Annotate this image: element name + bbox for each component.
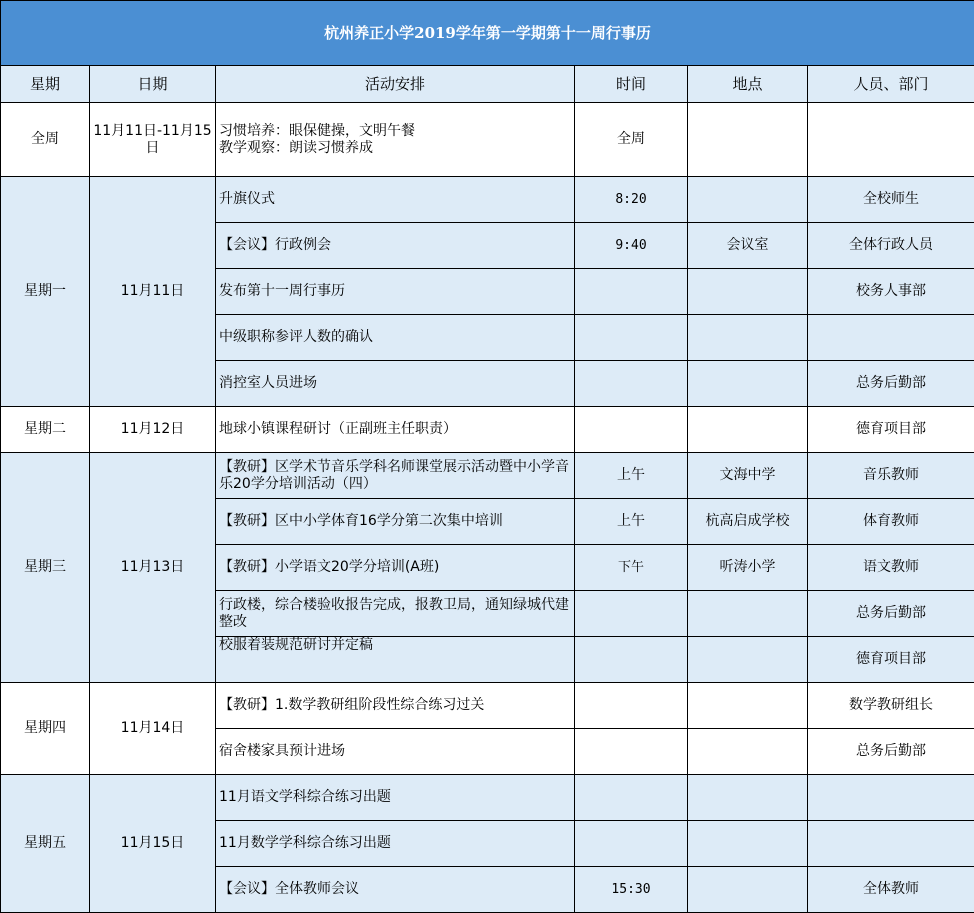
activity-cell: 消控室人员进场 (216, 361, 575, 407)
header-place: 地点 (688, 66, 808, 103)
people-cell: 全体教师 (808, 867, 974, 913)
time-cell: 下午 (575, 545, 688, 591)
place-cell: 会议室 (688, 223, 808, 269)
place-cell (688, 269, 808, 315)
activity-cell: 【会议】全体教师会议 (216, 867, 575, 913)
activity-cell: 中级职称参评人数的确认 (216, 315, 575, 361)
people-cell: 体育教师 (808, 499, 974, 545)
people-cell (808, 775, 974, 821)
place-cell: 听涛小学 (688, 545, 808, 591)
people-cell (808, 821, 974, 867)
date-cell: 11月11日 (90, 177, 216, 407)
people-cell: 总务后勤部 (808, 729, 974, 775)
activity-cell: 地球小镇课程研讨（正副班主任职责） (216, 407, 575, 453)
place-cell (688, 103, 808, 177)
place-cell (688, 775, 808, 821)
activity-cell: 【会议】行政例会 (216, 223, 575, 269)
time-cell (575, 821, 688, 867)
people-cell: 总务后勤部 (808, 361, 974, 407)
table-row (1, 453, 974, 499)
activity-line: 教学观察：朗读习惯养成 (219, 140, 571, 157)
people-cell: 数学教研组长 (808, 683, 974, 729)
people-cell: 德育项目部 (808, 407, 974, 453)
activity-cell: 宿舍楼家具预计进场 (216, 729, 575, 775)
people-cell: 音乐教师 (808, 453, 974, 499)
place-cell (688, 821, 808, 867)
weekday-cell: 星期五 (1, 775, 90, 913)
place-cell (688, 177, 808, 223)
activity-cell (216, 103, 575, 177)
time-cell (575, 269, 688, 315)
activity-cell: 校服着装规范研讨并定稿 (216, 637, 575, 683)
activity-cell: 发布第十一周行事历 (216, 269, 575, 315)
time-cell (575, 683, 688, 729)
people-cell: 校务人事部 (808, 269, 974, 315)
activity-cell: 11月数学学科综合练习出题 (216, 821, 575, 867)
title-row (1, 1, 974, 66)
people-cell: 德育项目部 (808, 637, 974, 683)
header-weekday: 星期 (1, 66, 90, 103)
place-cell: 杭高启成学校 (688, 499, 808, 545)
table-row (1, 177, 974, 223)
people-cell (808, 103, 974, 177)
date-cell: 11月14日 (90, 683, 216, 775)
people-cell (808, 315, 974, 361)
time-cell: 全周 (575, 103, 688, 177)
place-cell (688, 729, 808, 775)
time-cell (575, 407, 688, 453)
place-cell (688, 637, 808, 683)
people-cell: 语文教师 (808, 545, 974, 591)
header-date: 日期 (90, 66, 216, 103)
weekday-cell: 星期四 (1, 683, 90, 775)
activity-cell: 行政楼，综合楼验收报告完成，报教卫局，通知绿城代建整改 (216, 591, 575, 637)
header-row (1, 66, 974, 103)
date-cell: 11月15日 (90, 775, 216, 913)
header-time: 时间 (575, 66, 688, 103)
time-cell: 上午 (575, 499, 688, 545)
activity-cell: 【教研】区中小学体育16学分第二次集中培训 (216, 499, 575, 545)
schedule-title: 杭州养正小学2019学年第一学期第十一周行事历 (1, 1, 974, 66)
weekday-cell: 全周 (1, 103, 90, 177)
time-cell: 8:20 (575, 177, 688, 223)
time-cell (575, 775, 688, 821)
place-cell (688, 361, 808, 407)
table-row (1, 775, 974, 821)
place-cell (688, 867, 808, 913)
time-cell: 9:40 (575, 223, 688, 269)
time-cell: 上午 (575, 453, 688, 499)
date-cell: 11月12日 (90, 407, 216, 453)
table-row-week (1, 103, 974, 177)
time-cell (575, 637, 688, 683)
activity-line: 习惯培养：眼保健操，文明午餐 (219, 123, 571, 140)
time-cell (575, 361, 688, 407)
table-row (1, 683, 974, 729)
place-cell (688, 683, 808, 729)
place-cell (688, 591, 808, 637)
place-cell (688, 315, 808, 361)
activity-cell: 升旗仪式 (216, 177, 575, 223)
time-cell (575, 315, 688, 361)
weekday-cell: 星期二 (1, 407, 90, 453)
place-cell: 文海中学 (688, 453, 808, 499)
date-cell: 11月11日-11月15日 (90, 103, 216, 177)
people-cell: 全校师生 (808, 177, 974, 223)
weekday-cell: 星期三 (1, 453, 90, 683)
header-people: 人员、部门 (808, 66, 974, 103)
activity-cell: 【教研】区学术节音乐学科名师课堂展示活动暨中小学音乐20学分培训活动（四） (216, 453, 575, 499)
place-cell (688, 407, 808, 453)
weekday-cell: 星期一 (1, 177, 90, 407)
people-cell: 全体行政人员 (808, 223, 974, 269)
people-cell: 总务后勤部 (808, 591, 974, 637)
header-activity: 活动安排 (216, 66, 575, 103)
activity-cell: 【教研】小学语文20学分培训(A班) (216, 545, 575, 591)
time-cell (575, 591, 688, 637)
time-cell: 15:30 (575, 867, 688, 913)
activity-cell: 【教研】1.数学教研组阶段性综合练习过关 (216, 683, 575, 729)
activity-cell: 11月语文学科综合练习出题 (216, 775, 575, 821)
table-row (1, 407, 974, 453)
date-cell: 11月13日 (90, 453, 216, 683)
time-cell (575, 729, 688, 775)
